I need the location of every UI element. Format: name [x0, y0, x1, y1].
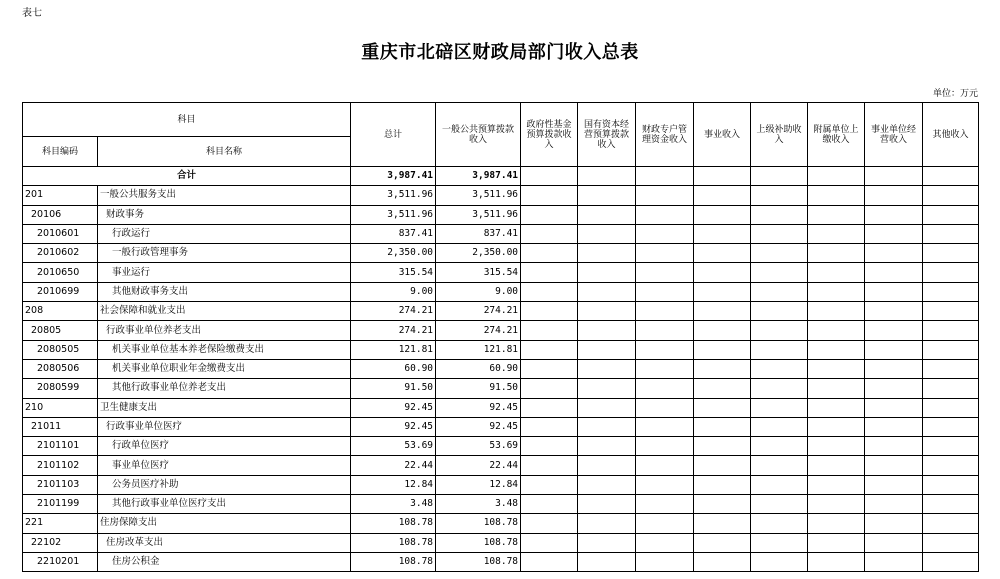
subject-name: 其他行政事业单位养老支出: [98, 379, 351, 398]
empty-cell: [751, 475, 808, 494]
empty-cell: [521, 263, 578, 282]
table-row: [23, 475, 979, 494]
subject-code: 2210201: [23, 552, 98, 571]
empty-cell: [808, 437, 865, 456]
empty-cell: [808, 263, 865, 282]
row-total: 837.41: [351, 224, 436, 243]
empty-cell: [808, 379, 865, 398]
empty-cell: [521, 205, 578, 224]
empty-cell: [751, 533, 808, 552]
empty-cell: [578, 224, 636, 243]
row-general-budget: 837.41: [436, 224, 521, 243]
empty-cell: [521, 302, 578, 321]
subject-name: 社会保障和就业支出: [98, 302, 351, 321]
row-general-budget: 315.54: [436, 263, 521, 282]
empty-cell: [636, 359, 694, 378]
empty-cell: [751, 244, 808, 263]
empty-cell: [694, 321, 751, 340]
subject-name: 一般公共服务支出: [98, 186, 351, 205]
empty-cell: [808, 340, 865, 359]
subject-code: 2010601: [23, 224, 98, 243]
table-row: [23, 437, 979, 456]
table-row: [23, 205, 979, 224]
empty-cell: [694, 495, 751, 514]
empty-cell: [808, 552, 865, 571]
subject-name: 机关事业单位基本养老保险缴费支出: [98, 340, 351, 359]
empty-cell: [865, 379, 923, 398]
row-general-budget: 60.90: [436, 359, 521, 378]
empty-cell: [751, 456, 808, 475]
row-general-budget: 108.78: [436, 552, 521, 571]
empty-cell: [578, 514, 636, 533]
row-total: 108.78: [351, 514, 436, 533]
row-general-budget: 9.00: [436, 282, 521, 301]
empty-cell: [636, 533, 694, 552]
empty-cell: [865, 282, 923, 301]
unit-label: 单位：万元: [932, 89, 978, 99]
empty-cell: [923, 302, 979, 321]
empty-cell: [694, 205, 751, 224]
empty-cell: [808, 398, 865, 417]
superior-subsidy-header: 上级补助收入: [751, 103, 808, 167]
row-general-budget: 3,511.96: [436, 205, 521, 224]
empty-cell: [865, 475, 923, 494]
empty-cell: [808, 302, 865, 321]
empty-cell: [521, 398, 578, 417]
empty-cell: [521, 437, 578, 456]
row-general-budget: 22.44: [436, 456, 521, 475]
empty-cell: [694, 398, 751, 417]
empty-cell: [923, 417, 979, 436]
gov-fund-header: 政府性基金预算拨款收入: [521, 103, 578, 167]
total-row: [23, 167, 979, 186]
empty-cell: [578, 552, 636, 571]
subject-name: 财政事务: [98, 205, 351, 224]
subject-code: 2101102: [23, 456, 98, 475]
subject-code: 2101101: [23, 437, 98, 456]
empty-cell: [636, 417, 694, 436]
empty-cell: [923, 224, 979, 243]
subject-code: 201: [23, 186, 98, 205]
empty-cell: [521, 379, 578, 398]
empty-cell: [865, 417, 923, 436]
empty-cell: [808, 282, 865, 301]
empty-cell: [578, 340, 636, 359]
empty-cell: [694, 224, 751, 243]
empty-cell: [636, 321, 694, 340]
row-total: 274.21: [351, 321, 436, 340]
row-total: 60.90: [351, 359, 436, 378]
empty-cell: [521, 514, 578, 533]
empty-cell: [751, 514, 808, 533]
empty-cell: [636, 186, 694, 205]
empty-cell: [751, 340, 808, 359]
empty-cell: [578, 437, 636, 456]
table-row: [23, 340, 979, 359]
empty-cell: [521, 417, 578, 436]
row-total: 12.84: [351, 475, 436, 494]
empty-cell: [578, 417, 636, 436]
subject-code: 2080506: [23, 359, 98, 378]
subject-name: 其他行政事业单位医疗支出: [98, 495, 351, 514]
empty-cell: [636, 282, 694, 301]
state-capital-header: 国有资本经营预算拨款收入: [578, 103, 636, 167]
subject-code: 22102: [23, 533, 98, 552]
empty-cell: [751, 552, 808, 571]
table-row: [23, 514, 979, 533]
empty-cell: [923, 205, 979, 224]
empty-cell: [808, 321, 865, 340]
empty-cell: [923, 244, 979, 263]
subject-name: 行政单位医疗: [98, 437, 351, 456]
empty-cell: [751, 379, 808, 398]
empty-cell: [865, 244, 923, 263]
table-row: [23, 417, 979, 436]
empty-cell: [521, 244, 578, 263]
empty-cell: [865, 495, 923, 514]
empty-cell: [694, 244, 751, 263]
empty-cell: [578, 244, 636, 263]
row-general-budget: 12.84: [436, 475, 521, 494]
empty-cell: [751, 495, 808, 514]
row-general-budget: 2,350.00: [436, 244, 521, 263]
empty-cell: [636, 379, 694, 398]
empty-cell: [751, 224, 808, 243]
empty-cell: [751, 321, 808, 340]
empty-cell: [521, 552, 578, 571]
empty-cell: [636, 244, 694, 263]
subject-code: 20106: [23, 205, 98, 224]
empty-cell: [751, 302, 808, 321]
subject-name: 卫生健康支出: [98, 398, 351, 417]
empty-cell: [694, 263, 751, 282]
empty-cell: [636, 340, 694, 359]
empty-cell: [578, 456, 636, 475]
other-income-header: 其他收入: [923, 103, 979, 167]
empty-cell: [578, 475, 636, 494]
empty-cell: [521, 340, 578, 359]
empty-cell: [865, 263, 923, 282]
empty-cell: [578, 205, 636, 224]
subject-name: 事业运行: [98, 263, 351, 282]
name-header: 科目名称: [98, 137, 351, 167]
row-total: 108.78: [351, 533, 436, 552]
empty-cell: [751, 417, 808, 436]
empty-cell: [808, 495, 865, 514]
row-general-budget: 108.78: [436, 533, 521, 552]
empty-cell: [808, 186, 865, 205]
empty-cell: [521, 533, 578, 552]
subject-code: 2080599: [23, 379, 98, 398]
special-fiscal-header: 财政专户管理资金收入: [636, 103, 694, 167]
business-income-header: 事业收入: [694, 103, 751, 167]
row-total: 2,350.00: [351, 244, 436, 263]
empty-cell: [923, 437, 979, 456]
subject-code: 2101103: [23, 475, 98, 494]
empty-cell: [521, 359, 578, 378]
empty-cell: [521, 186, 578, 205]
empty-cell: [808, 417, 865, 436]
empty-cell: [865, 437, 923, 456]
row-general-budget: 53.69: [436, 437, 521, 456]
empty-cell: [865, 533, 923, 552]
subject-code: 210: [23, 398, 98, 417]
empty-cell: [923, 186, 979, 205]
subject-name: 行政事业单位养老支出: [98, 321, 351, 340]
empty-cell: [923, 552, 979, 571]
empty-cell: [521, 224, 578, 243]
table-row: [23, 224, 979, 243]
total-label: 合计: [23, 167, 351, 186]
row-total: 22.44: [351, 456, 436, 475]
row-general-budget: 274.21: [436, 302, 521, 321]
subject-name: 事业单位医疗: [98, 456, 351, 475]
empty-cell: [808, 359, 865, 378]
empty-cell: [923, 533, 979, 552]
empty-cell: [578, 282, 636, 301]
empty-cell: [865, 321, 923, 340]
table-row: [23, 263, 979, 282]
row-general-budget: 3,511.96: [436, 186, 521, 205]
empty-cell: [865, 224, 923, 243]
table-row: [23, 282, 979, 301]
table-row: [23, 321, 979, 340]
empty-cell: [694, 282, 751, 301]
subject-code: 2080505: [23, 340, 98, 359]
empty-cell: [808, 475, 865, 494]
row-general-budget: 92.45: [436, 417, 521, 436]
empty-cell: [923, 379, 979, 398]
empty-cell: [521, 456, 578, 475]
empty-cell: [636, 398, 694, 417]
empty-cell: [923, 514, 979, 533]
empty-cell: [865, 456, 923, 475]
empty-cell: [694, 533, 751, 552]
subject-name: 住房保障支出: [98, 514, 351, 533]
empty-cell: [636, 263, 694, 282]
table-row: [23, 302, 979, 321]
empty-cell: [808, 514, 865, 533]
row-total: 53.69: [351, 437, 436, 456]
subject-name: 一般行政管理事务: [98, 244, 351, 263]
table-row: [23, 398, 979, 417]
empty-cell: [865, 552, 923, 571]
empty-cell: [865, 302, 923, 321]
empty-cell: [578, 359, 636, 378]
affiliated-payment-header: 附属单位上缴收入: [808, 103, 865, 167]
empty-cell: [636, 437, 694, 456]
empty-cell: [636, 514, 694, 533]
total-general-amount: 3,987.41: [436, 167, 521, 186]
row-general-budget: 121.81: [436, 340, 521, 359]
empty-cell: [578, 321, 636, 340]
empty-cell: [521, 321, 578, 340]
empty-cell: [636, 302, 694, 321]
empty-cell: [865, 359, 923, 378]
subject-name: 行政事业单位医疗: [98, 417, 351, 436]
empty-cell: [578, 379, 636, 398]
empty-cell: [923, 456, 979, 475]
empty-cell: [636, 456, 694, 475]
table-row: [23, 552, 979, 571]
subject-name: 机关事业单位职业年金缴费支出: [98, 359, 351, 378]
table-row: [23, 456, 979, 475]
row-total: 121.81: [351, 340, 436, 359]
empty-cell: [865, 514, 923, 533]
empty-cell: [751, 282, 808, 301]
empty-cell: [923, 282, 979, 301]
row-total: 91.50: [351, 379, 436, 398]
empty-cell: [808, 205, 865, 224]
empty-cell: [636, 475, 694, 494]
general-budget-header: 一般公共预算拨款收入: [436, 103, 521, 167]
empty-cell: [751, 359, 808, 378]
empty-cell: [694, 456, 751, 475]
empty-cell: [865, 340, 923, 359]
table-row: [23, 533, 979, 552]
empty-cell: [751, 205, 808, 224]
empty-cell: [578, 302, 636, 321]
subject-code: 2010650: [23, 263, 98, 282]
empty-cell: [751, 398, 808, 417]
table-row: [23, 359, 979, 378]
subject-code: 2010699: [23, 282, 98, 301]
empty-cell: [865, 398, 923, 417]
row-total: 92.45: [351, 417, 436, 436]
empty-cell: [751, 437, 808, 456]
business-operation-header: 事业单位经营收入: [865, 103, 923, 167]
row-general-budget: 274.21: [436, 321, 521, 340]
subject-header: 科目: [23, 103, 351, 137]
empty-cell: [694, 340, 751, 359]
table-row: [23, 186, 979, 205]
empty-cell: [865, 205, 923, 224]
empty-cell: [694, 186, 751, 205]
total-header: 总计: [351, 103, 436, 167]
income-summary-table: [22, 102, 979, 572]
row-total: 274.21: [351, 302, 436, 321]
empty-cell: [694, 417, 751, 436]
empty-cell: [521, 282, 578, 301]
row-total: 3,511.96: [351, 186, 436, 205]
empty-cell: [808, 244, 865, 263]
row-general-budget: 92.45: [436, 398, 521, 417]
empty-cell: [808, 456, 865, 475]
row-total: 3.48: [351, 495, 436, 514]
empty-cell: [808, 533, 865, 552]
subject-code: 20805: [23, 321, 98, 340]
page-title: 重庆市北碚区财政局部门收入总表: [361, 42, 639, 63]
subject-name: 住房公积金: [98, 552, 351, 571]
subject-code: 21011: [23, 417, 98, 436]
table-row: [23, 495, 979, 514]
empty-cell: [923, 321, 979, 340]
subject-name: 公务员医疗补助: [98, 475, 351, 494]
empty-cell: [694, 302, 751, 321]
empty-cell: [923, 263, 979, 282]
empty-cell: [923, 359, 979, 378]
row-general-budget: 3.48: [436, 495, 521, 514]
row-general-budget: 91.50: [436, 379, 521, 398]
subject-name: 行政运行: [98, 224, 351, 243]
table-row: [23, 244, 979, 263]
subject-code: 208: [23, 302, 98, 321]
empty-cell: [578, 186, 636, 205]
row-total: 9.00: [351, 282, 436, 301]
empty-cell: [923, 340, 979, 359]
row-total: 108.78: [351, 552, 436, 571]
subject-code: 2010602: [23, 244, 98, 263]
subject-name: 住房改革支出: [98, 533, 351, 552]
subject-code: 2101199: [23, 495, 98, 514]
empty-cell: [694, 379, 751, 398]
total-amount: 3,987.41: [351, 167, 436, 186]
empty-cell: [694, 552, 751, 571]
empty-cell: [578, 398, 636, 417]
code-header: 科目编码: [23, 137, 98, 167]
empty-cell: [578, 495, 636, 514]
empty-cell: [808, 224, 865, 243]
empty-cell: [865, 186, 923, 205]
empty-cell: [578, 533, 636, 552]
empty-cell: [636, 205, 694, 224]
subject-name: 其他财政事务支出: [98, 282, 351, 301]
empty-cell: [694, 437, 751, 456]
empty-cell: [636, 495, 694, 514]
table-row: [23, 379, 979, 398]
empty-cell: [636, 552, 694, 571]
empty-cell: [694, 475, 751, 494]
row-total: 315.54: [351, 263, 436, 282]
subject-code: 221: [23, 514, 98, 533]
empty-cell: [521, 495, 578, 514]
empty-cell: [923, 398, 979, 417]
row-general-budget: 108.78: [436, 514, 521, 533]
empty-cell: [521, 475, 578, 494]
empty-cell: [694, 359, 751, 378]
empty-cell: [923, 495, 979, 514]
empty-cell: [751, 263, 808, 282]
row-total: 3,511.96: [351, 205, 436, 224]
row-total: 92.45: [351, 398, 436, 417]
empty-cell: [694, 514, 751, 533]
empty-cell: [578, 263, 636, 282]
empty-cell: [636, 224, 694, 243]
empty-cell: [751, 186, 808, 205]
empty-cell: [923, 475, 979, 494]
table-tag: 表七: [22, 8, 42, 19]
